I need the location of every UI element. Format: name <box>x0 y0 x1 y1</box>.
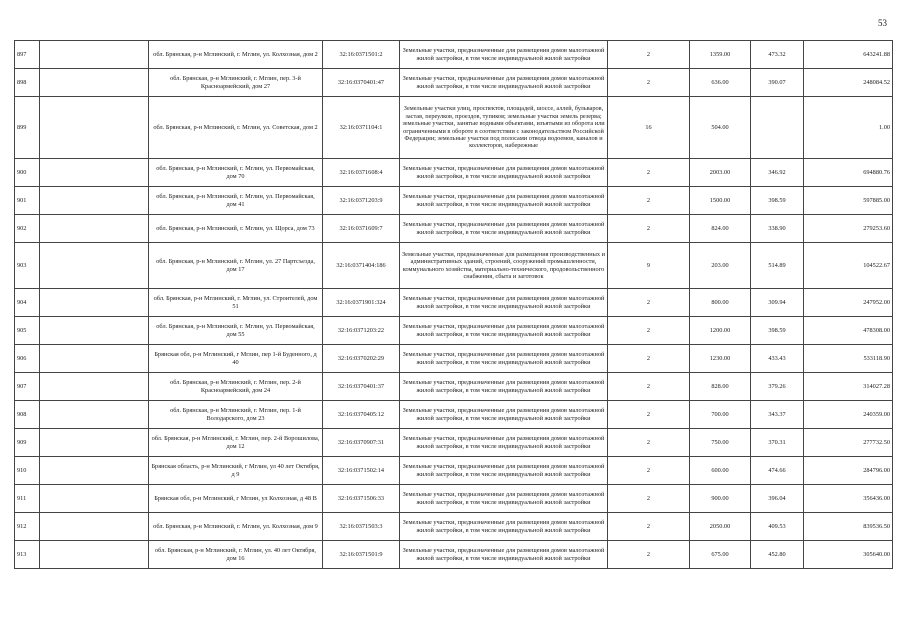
specific-value-cell: 379.26 <box>751 373 804 401</box>
use-type-code-cell: 2 <box>608 457 690 485</box>
address-cell: обл. Брянская, р-н Мглинский, г. Мглин, пер. 1-й Володарского, дом 23 <box>149 401 323 429</box>
table-body <box>15 41 893 569</box>
address-cell: обл. Брянская, р-н Мглинский, г. Мглин, ул. 40 лет Октября, дом 16 <box>149 541 323 569</box>
specific-value-cell: 474.66 <box>751 457 804 485</box>
cadastral-value-table <box>14 40 893 569</box>
land-use-description-cell: Земельные участки улиц, проспектов, площадей, шоссе, аллей, бульваров, застав, переулков, проездов, тупиков; земельные участки земель резерва; земельные участки, занятые водными объектами, изъятыми из оборота или ограниченными в обороте в соответствии с законодательством Российской Федерации; земельные участки под полосами отвода водоемов, каналов и коллекторов, набережные <box>400 97 608 159</box>
row-number: 901 <box>15 187 40 215</box>
table-row <box>15 541 893 569</box>
address-cell: Брянская обл, р-н Мглинский, г Мглин, пер 1-й Буденного, д 40 <box>149 345 323 373</box>
specific-value-cell: 338.90 <box>751 215 804 243</box>
specific-value-cell: 309.94 <box>751 289 804 317</box>
cadastral-value-cell: 1.00 <box>804 97 893 159</box>
cadastral-value-cell: 277732.50 <box>804 429 893 457</box>
cadastral-number-cell: 32:16:0371203:9 <box>323 187 400 215</box>
land-use-description-cell: Земельные участки, предназначенные для размещения домов малоэтажной жилой застройки, в том числе индивидуальной жилой застройки <box>400 289 608 317</box>
cadastral-number-cell: 32:16:0371608:4 <box>323 159 400 187</box>
address-cell: обл. Брянская, р-н Мглинский, г. Мглин, пер. 3-й Красноармейский, дом 27 <box>149 69 323 97</box>
table-row <box>15 401 893 429</box>
row-number: 903 <box>15 243 40 289</box>
cadastral-value-cell: 314027.28 <box>804 373 893 401</box>
table-row <box>15 289 893 317</box>
blank-cell <box>40 457 149 485</box>
land-use-description-cell: Земельные участки, предназначенные для размещения производственных и административных зданий, строений, сооружений промышленности, коммунального хозяйства, материально-технического, продовольственного снабжения, сбыта и заготовок <box>400 243 608 289</box>
row-number: 913 <box>15 541 40 569</box>
row-number: 900 <box>15 159 40 187</box>
use-type-code-cell: 2 <box>608 159 690 187</box>
specific-value-cell: 343.37 <box>751 401 804 429</box>
area-cell: 636.00 <box>690 69 751 97</box>
specific-value-cell: 409.53 <box>751 513 804 541</box>
blank-cell <box>40 345 149 373</box>
land-use-description-cell: Земельные участки, предназначенные для размещения домов малоэтажной жилой застройки, в том числе индивидуальной жилой застройки <box>400 541 608 569</box>
specific-value-cell: 370.31 <box>751 429 804 457</box>
cadastral-number-cell: 32:16:0371502:14 <box>323 457 400 485</box>
address-cell: обл. Брянская, р-н Мглинский, г. Мглин, ул. Строителей, дом 51 <box>149 289 323 317</box>
land-use-description-cell: Земельные участки, предназначенные для размещения домов малоэтажной жилой застройки, в том числе индивидуальной жилой застройки <box>400 187 608 215</box>
cadastral-value-cell: 240359.00 <box>804 401 893 429</box>
specific-value-cell: 346.92 <box>751 159 804 187</box>
row-number: 908 <box>15 401 40 429</box>
table-row <box>15 215 893 243</box>
cadastral-value-cell: 643241.88 <box>804 41 893 69</box>
blank-cell <box>40 429 149 457</box>
use-type-code-cell: 2 <box>608 541 690 569</box>
blank-cell <box>40 159 149 187</box>
blank-cell <box>40 485 149 513</box>
specific-value-cell: 473.32 <box>751 41 804 69</box>
specific-value-cell: 452.80 <box>751 541 804 569</box>
use-type-code-cell: 2 <box>608 429 690 457</box>
row-number: 897 <box>15 41 40 69</box>
area-cell: 824.00 <box>690 215 751 243</box>
row-number: 910 <box>15 457 40 485</box>
cadastral-value-cell: 279253.60 <box>804 215 893 243</box>
row-number: 907 <box>15 373 40 401</box>
cadastral-number-cell: 32:16:0371609:7 <box>323 215 400 243</box>
area-cell: 1230.00 <box>690 345 751 373</box>
address-cell: Брянская обл, р-н Мглинский, г Мглин, ул Колхозная, д 48 В <box>149 485 323 513</box>
cadastral-value-cell: 694880.76 <box>804 159 893 187</box>
table-row <box>15 317 893 345</box>
cadastral-value-cell: 305640.00 <box>804 541 893 569</box>
cadastral-number-cell: 32:16:0371104:1 <box>323 97 400 159</box>
specific-value-cell: 398.59 <box>751 317 804 345</box>
table-row <box>15 187 893 215</box>
land-use-description-cell: Земельные участки, предназначенные для размещения домов малоэтажной жилой застройки, в том числе индивидуальной жилой застройки <box>400 429 608 457</box>
table-row <box>15 485 893 513</box>
cadastral-value-cell: 247952.00 <box>804 289 893 317</box>
land-use-description-cell: Земельные участки, предназначенные для размещения домов малоэтажной жилой застройки, в том числе индивидуальной жилой застройки <box>400 317 608 345</box>
use-type-code-cell: 2 <box>608 485 690 513</box>
specific-value-cell <box>751 97 804 159</box>
address-cell: обл. Брянская, р-н Мглинский, г. Мглин, ул. 27 Партсъезда, дом 17 <box>149 243 323 289</box>
table-row <box>15 97 893 159</box>
specific-value-cell: 433.43 <box>751 345 804 373</box>
use-type-code-cell: 2 <box>608 289 690 317</box>
land-use-description-cell: Земельные участки, предназначенные для размещения домов малоэтажной жилой застройки, в том числе индивидуальной жилой застройки <box>400 457 608 485</box>
use-type-code-cell: 2 <box>608 373 690 401</box>
address-cell: обл. Брянская, р-н Мглинский, г. Мглин, ул. Колхозная, дом 2 <box>149 41 323 69</box>
land-use-description-cell: Земельные участки, предназначенные для размещения домов малоэтажной жилой застройки, в том числе индивидуальной жилой застройки <box>400 513 608 541</box>
row-number: 904 <box>15 289 40 317</box>
address-cell: обл. Брянская, р-н Мглинский, г. Мглин, ул. Советская, дом 2 <box>149 97 323 159</box>
row-number: 911 <box>15 485 40 513</box>
area-cell: 750.00 <box>690 429 751 457</box>
cadastral-number-cell: 32:16:0371203:22 <box>323 317 400 345</box>
area-cell: 675.00 <box>690 541 751 569</box>
use-type-code-cell: 9 <box>608 243 690 289</box>
blank-cell <box>40 541 149 569</box>
use-type-code-cell: 2 <box>608 345 690 373</box>
cadastral-number-cell: 32:16:0371501:2 <box>323 41 400 69</box>
area-cell: 600.00 <box>690 457 751 485</box>
land-use-description-cell: Земельные участки, предназначенные для размещения домов малоэтажной жилой застройки, в том числе индивидуальной жилой застройки <box>400 401 608 429</box>
area-cell: 203.00 <box>690 243 751 289</box>
blank-cell <box>40 513 149 541</box>
area-cell: 700.00 <box>690 401 751 429</box>
table-row <box>15 429 893 457</box>
specific-value-cell: 390.07 <box>751 69 804 97</box>
cadastral-number-cell: 32:16:0370405:12 <box>323 401 400 429</box>
blank-cell <box>40 289 149 317</box>
blank-cell <box>40 401 149 429</box>
row-number: 912 <box>15 513 40 541</box>
cadastral-number-cell: 32:16:0370907:31 <box>323 429 400 457</box>
specific-value-cell: 514.89 <box>751 243 804 289</box>
page-number: 53 <box>878 18 887 28</box>
address-cell: обл. Брянская, р-н Мглинский, г. Мглин, ул. Щорса, дом 73 <box>149 215 323 243</box>
blank-cell <box>40 373 149 401</box>
address-cell: обл. Брянская, р-н Мглинский, г. Мглин, пер. 2-й Ворошилова, дом 12 <box>149 429 323 457</box>
land-use-description-cell: Земельные участки, предназначенные для размещения домов малоэтажной жилой застройки, в том числе индивидуальной жилой застройки <box>400 159 608 187</box>
use-type-code-cell: 2 <box>608 187 690 215</box>
cadastral-value-cell: 104522.67 <box>804 243 893 289</box>
land-use-description-cell: Земельные участки, предназначенные для размещения домов малоэтажной жилой застройки, в том числе индивидуальной жилой застройки <box>400 485 608 513</box>
address-cell: Брянская область, р-н Мглинский, г Мглин, ул 40 лет Октября, д 9 <box>149 457 323 485</box>
use-type-code-cell: 2 <box>608 215 690 243</box>
blank-cell <box>40 243 149 289</box>
cadastral-number-cell: 32:16:0371503:3 <box>323 513 400 541</box>
cadastral-value-cell: 533118.90 <box>804 345 893 373</box>
row-number: 899 <box>15 97 40 159</box>
area-cell: 828.00 <box>690 373 751 401</box>
use-type-code-cell: 2 <box>608 41 690 69</box>
use-type-code-cell: 2 <box>608 401 690 429</box>
blank-cell <box>40 187 149 215</box>
specific-value-cell: 396.04 <box>751 485 804 513</box>
address-cell: обл. Брянская, р-н Мглинский, г. Мглин, ул. Первомайская, дом 41 <box>149 187 323 215</box>
table-row <box>15 373 893 401</box>
cadastral-value-cell: 248084.52 <box>804 69 893 97</box>
land-use-description-cell: Земельные участки, предназначенные для размещения домов малоэтажной жилой застройки, в том числе индивидуальной жилой застройки <box>400 69 608 97</box>
row-number: 898 <box>15 69 40 97</box>
blank-cell <box>40 41 149 69</box>
use-type-code-cell: 16 <box>608 97 690 159</box>
cadastral-number-cell: 32:16:0371501:9 <box>323 541 400 569</box>
land-use-description-cell: Земельные участки, предназначенные для размещения домов малоэтажной жилой застройки, в том числе индивидуальной жилой застройки <box>400 215 608 243</box>
table-row <box>15 345 893 373</box>
cadastral-value-cell: 597885.00 <box>804 187 893 215</box>
row-number: 905 <box>15 317 40 345</box>
blank-cell <box>40 69 149 97</box>
area-cell: 504.00 <box>690 97 751 159</box>
land-use-description-cell: Земельные участки, предназначенные для размещения домов малоэтажной жилой застройки, в том числе индивидуальной жилой застройки <box>400 373 608 401</box>
cadastral-value-cell: 284796.00 <box>804 457 893 485</box>
row-number: 902 <box>15 215 40 243</box>
area-cell: 1200.00 <box>690 317 751 345</box>
cadastral-number-cell: 32:16:0371506:33 <box>323 485 400 513</box>
cadastral-value-cell: 356436.00 <box>804 485 893 513</box>
area-cell: 1359.00 <box>690 41 751 69</box>
specific-value-cell: 398.59 <box>751 187 804 215</box>
address-cell: обл. Брянская, р-н Мглинский, г. Мглин, пер. 2-й Красноармейский, дом 24 <box>149 373 323 401</box>
blank-cell <box>40 97 149 159</box>
table-row <box>15 41 893 69</box>
table-row <box>15 69 893 97</box>
land-use-description-cell: Земельные участки, предназначенные для размещения домов малоэтажной жилой застройки, в том числе индивидуальной жилой застройки <box>400 345 608 373</box>
address-cell: обл. Брянская, р-н Мглинский, г. Мглин, ул. Первомайская, дом 70 <box>149 159 323 187</box>
cadastral-number-cell: 32:16:0371901:324 <box>323 289 400 317</box>
land-use-description-cell: Земельные участки, предназначенные для размещения домов малоэтажной жилой застройки, в том числе индивидуальной жилой застройки <box>400 41 608 69</box>
area-cell: 800.00 <box>690 289 751 317</box>
table-row <box>15 159 893 187</box>
table-row <box>15 457 893 485</box>
area-cell: 900.00 <box>690 485 751 513</box>
use-type-code-cell: 2 <box>608 69 690 97</box>
area-cell: 2003.00 <box>690 159 751 187</box>
cadastral-number-cell: 32:16:0370401:47 <box>323 69 400 97</box>
blank-cell <box>40 215 149 243</box>
row-number: 906 <box>15 345 40 373</box>
cadastral-number-cell: 32:16:0370401:37 <box>323 373 400 401</box>
row-number: 909 <box>15 429 40 457</box>
cadastral-value-cell: 839536.50 <box>804 513 893 541</box>
table-row <box>15 513 893 541</box>
area-cell: 1500.00 <box>690 187 751 215</box>
area-cell: 2050.00 <box>690 513 751 541</box>
cadastral-number-cell: 32:16:0371404:186 <box>323 243 400 289</box>
use-type-code-cell: 2 <box>608 317 690 345</box>
cadastral-number-cell: 32:16:0370202:29 <box>323 345 400 373</box>
table-row <box>15 243 893 289</box>
cadastral-value-cell: 478308.00 <box>804 317 893 345</box>
address-cell: обл. Брянская, р-н Мглинский, г. Мглин, ул. Колхозная, дом 9 <box>149 513 323 541</box>
use-type-code-cell: 2 <box>608 513 690 541</box>
blank-cell <box>40 317 149 345</box>
address-cell: обл. Брянская, р-н Мглинский, г. Мглин, ул. Первомайская, дом 55 <box>149 317 323 345</box>
